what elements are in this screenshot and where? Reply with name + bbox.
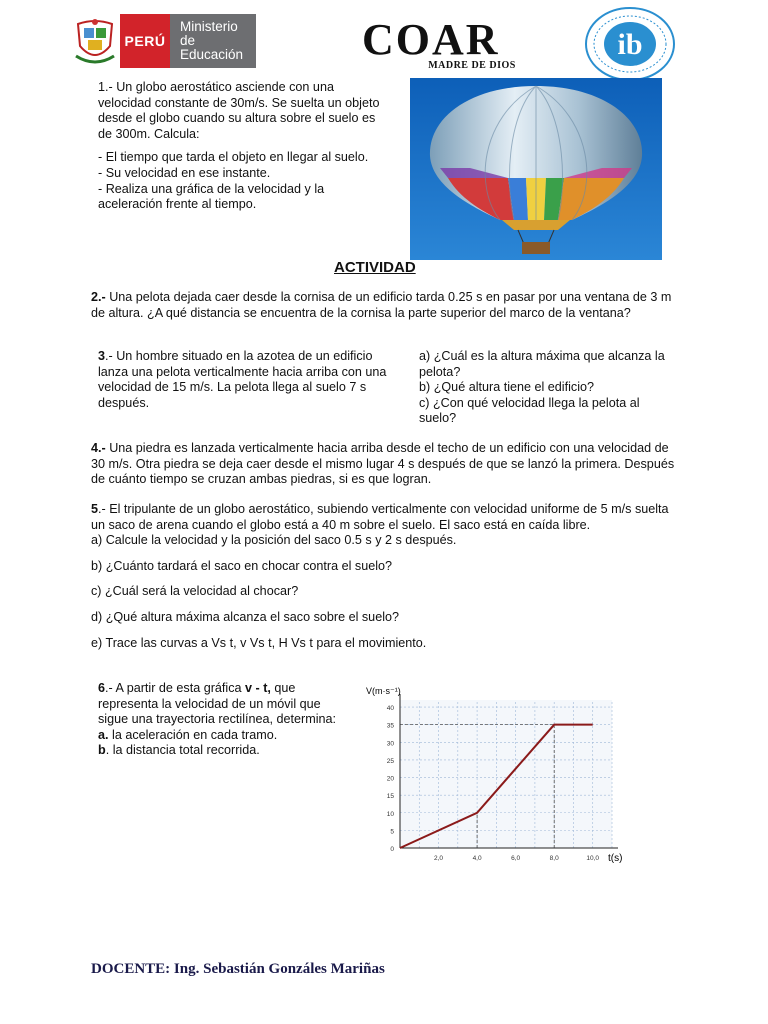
- q5-part-a: a) Calcule la velocidad y la posición del saco 0.5 s y 2 s después.: [91, 533, 457, 548]
- chart-y-tick-label: 0: [390, 846, 394, 853]
- q1-text: [98, 80, 390, 142]
- q1-number: 1: [98, 80, 106, 94]
- chart-y-tick-label: 30: [386, 740, 394, 748]
- question-5: [91, 502, 681, 651]
- teacher-footer: DOCENTE: Ing. Sebastián Gonzáles Mariñas: [91, 961, 385, 977]
- q6-body-post: que representa la velocidad de un móvil que sigue una trayectoria rectilínea, determina:: [98, 681, 337, 727]
- chart-x-tick-label: 10,0: [586, 855, 600, 862]
- q3-text: [98, 349, 390, 411]
- peru-coat-of-arms-icon: [70, 16, 120, 68]
- q6-part-b-label: b: [98, 743, 106, 758]
- chart-x-tick-label: 4,0: [472, 855, 482, 862]
- question-1: [98, 80, 390, 213]
- chart-y-tick-label: 15: [386, 793, 394, 801]
- q1-item-2: - Su velocidad en ese instante.: [98, 165, 271, 180]
- q3-number: 3: [98, 349, 106, 363]
- q6-text: [98, 681, 354, 728]
- q6-part-a-label: a.: [98, 727, 109, 742]
- q1-item-3: - Realiza una gráfica de la velocidad y la aceleración frente al tiempo.: [98, 181, 325, 212]
- q5-body: .- El tripulante de un globo aerostático, subiendo verticalmente con velocidad uniforme de 5 m/s suelta un saco de arena cuando el globo está a 40 m sobre el suelo. El saco está en caída libre.: [91, 502, 669, 532]
- q6-part-a: [98, 728, 354, 744]
- coar-title: COAR: [362, 15, 500, 64]
- q6-number: 6: [98, 681, 106, 695]
- chart-y-label: V(m·s⁻¹): [366, 686, 401, 696]
- question-3: [98, 349, 390, 411]
- chart-y-tick-label: 10: [386, 810, 394, 818]
- q1-body: .- Un globo aerostático asciende con una velocidad constante de 30m/s. Se suelta un objeto desde el globo cuando su altura sobre el suelo es de 300m. Calcula:: [98, 80, 380, 141]
- coar-subtitle: MADRE DE DIOS: [428, 60, 516, 71]
- chart-x-label: t(s): [608, 853, 623, 864]
- question-6: [98, 681, 354, 759]
- ib-world-school-logo-icon: [584, 6, 676, 82]
- coar-logo: [362, 15, 572, 72]
- q5-text: [91, 502, 681, 533]
- chart-y-tick-label: 20: [386, 775, 394, 783]
- chart-x-tick-label: 8,0: [549, 855, 559, 862]
- ministry-name: [170, 14, 256, 68]
- chart-y-tick-label: 35: [386, 722, 394, 730]
- ib-letters: ib: [617, 28, 643, 61]
- q3-part-a: a) ¿Cuál es la altura máxima que alcanza la pelota?: [419, 349, 665, 379]
- q3-part-b: b) ¿Qué altura tiene el edificio?: [419, 380, 595, 395]
- q2-body: Una pelota dejada caer desde la cornisa de un edificio tarda 0.25 s en pasar por una ventana de 3 m de altura. ¿A qué distancia se encuentra de la cornisa la parte superior del marco de la ventana?: [91, 290, 672, 320]
- ministry-line-1: Ministerio: [180, 19, 238, 34]
- q1-item-1: - El tiempo que tarda el objeto en llegar al suelo.: [98, 150, 369, 165]
- q5-part-c: c) ¿Cuál será la velocidad al chocar?: [91, 584, 299, 599]
- q6-part-b: [98, 743, 354, 759]
- chart-x-tick-label: 6,0: [511, 855, 521, 862]
- chart-y-tick-label: 40: [386, 705, 394, 713]
- q6-body-pre: .- A partir de esta gráfica: [105, 681, 246, 695]
- question-4: [91, 441, 675, 488]
- q5-part-e: e) Trace las curvas a Vs t, v Vs t, H Vs t para el movimiento.: [91, 635, 427, 650]
- q2-number: 2.-: [91, 290, 106, 304]
- velocity-time-chart: [358, 680, 628, 870]
- question-3-parts: [419, 349, 671, 427]
- chart-grid: [400, 700, 612, 848]
- q5-number: 5: [91, 502, 99, 516]
- question-2: [91, 290, 675, 321]
- peru-label: PERÚ: [120, 14, 170, 68]
- header: [70, 14, 690, 74]
- q3-body: .- Un hombre situado en la azotea de un edificio lanza una pelota verticalmente hacia arriba con una velocidad de 15 m/s. La pelota llega al suelo 7 s después.: [98, 349, 387, 410]
- chart-y-tick-label: 25: [386, 757, 394, 765]
- q6-body-bold: v - t,: [245, 681, 271, 695]
- hot-air-balloon-image: [410, 78, 662, 260]
- ministry-logo: [120, 14, 256, 68]
- q4-number: 4.-: [91, 441, 106, 455]
- q5-part-d: d) ¿Qué altura máxima alcanza el saco sobre el suelo?: [91, 609, 399, 624]
- ministry-line-2: de Educación: [180, 33, 244, 62]
- chart-plot-area: [400, 700, 612, 848]
- q4-body: Una piedra es lanzada verticalmente hacia arriba desde el techo de un edificio con una velocidad de 30 m/s. Otra piedra se deja caer desde el mismo lugar 4 s después de que se lanzó la primera. Después de cuánto tiempo se cruzan ambas piedras, si es que logran.: [91, 441, 675, 487]
- q5-part-b: b) ¿Cuánto tardará el saco en chocar contra el suelo?: [91, 558, 393, 573]
- q2-text: [91, 290, 675, 321]
- q6-part-b-text: . la distancia total recorrida.: [105, 743, 260, 758]
- q3-part-c: c) ¿Con qué velocidad llega la pelota al suelo?: [419, 395, 640, 426]
- chart-y-tick-label: 5: [390, 828, 394, 836]
- section-title: ACTIVIDAD: [334, 259, 416, 276]
- q4-text: [91, 441, 675, 488]
- chart-x-tick-label: 2,0: [434, 855, 444, 862]
- q6-part-a-text: la aceleración en cada tramo.: [108, 727, 278, 742]
